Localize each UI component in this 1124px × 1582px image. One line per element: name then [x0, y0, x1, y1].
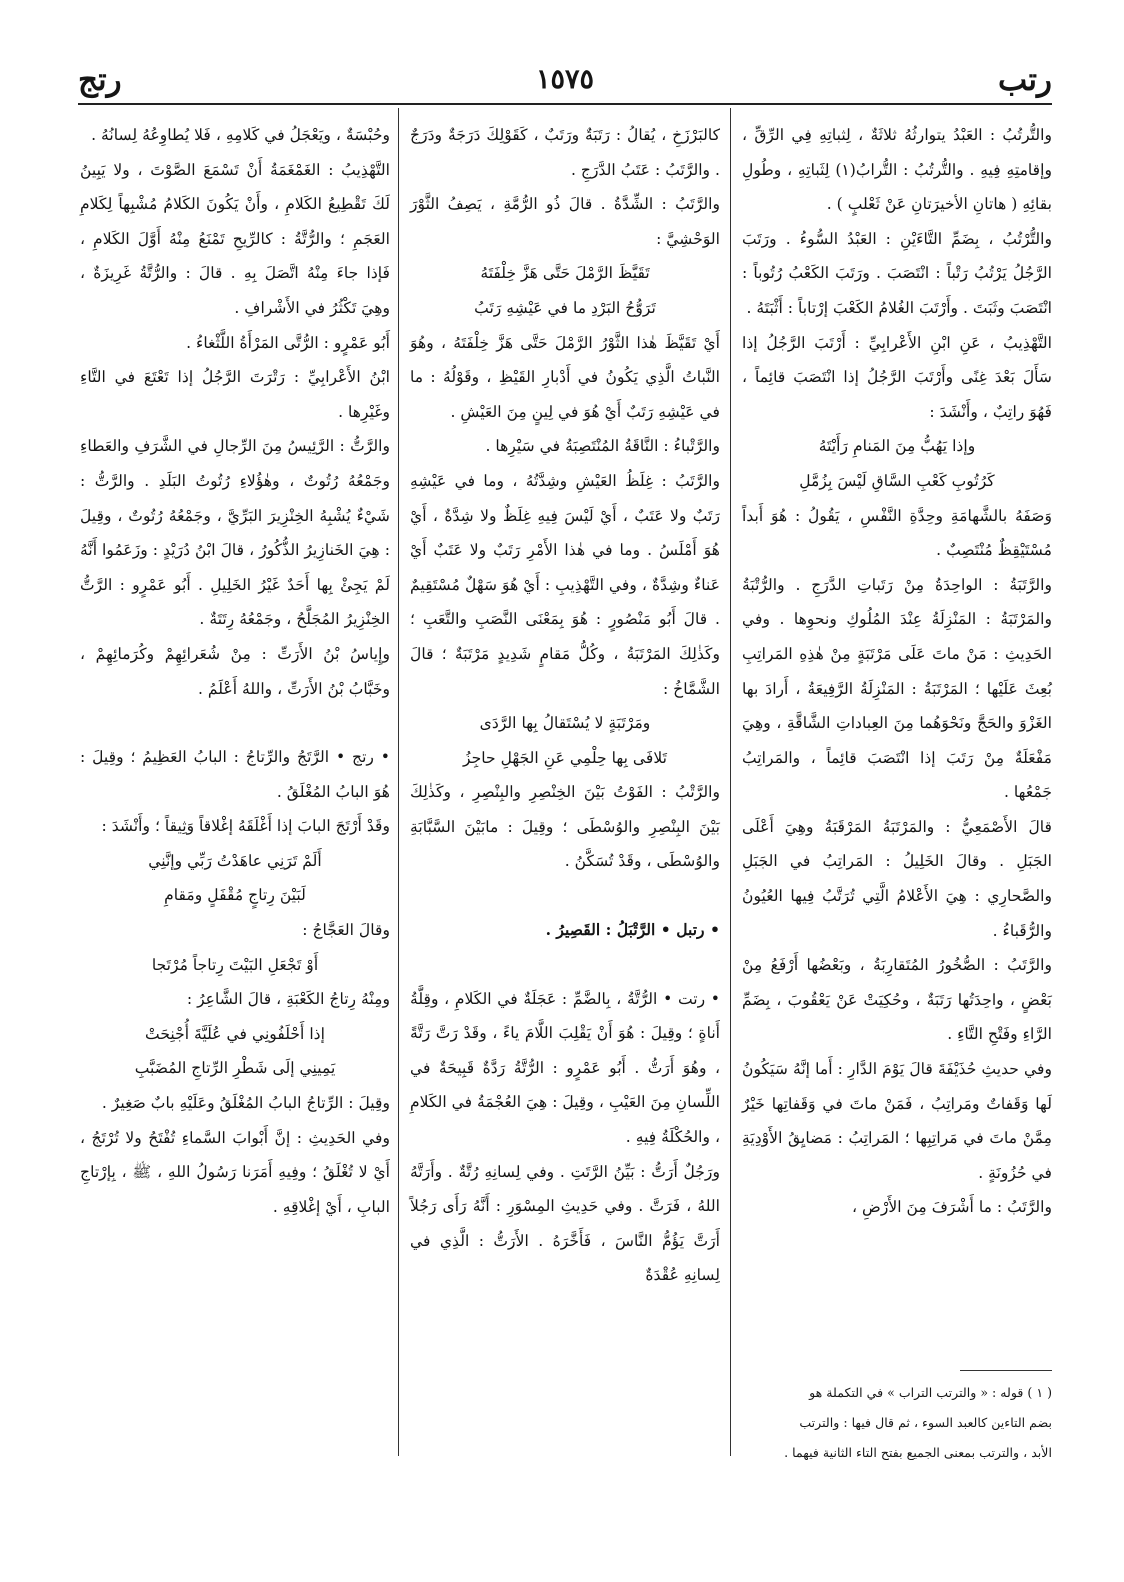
- entry-ratbal: • رتبل • الرَّتْبَلُ : القَصِيرُ .: [545, 920, 720, 940]
- entry-gap: [410, 948, 720, 982]
- paragraph: والرَّتَبُ : الشِّدَّةُ . قالَ ذُو الرُّمَّةِ ، يَصِفُ الثَّوْرَ الوَحْشِيَّ :: [410, 195, 720, 248]
- verse-line: ومَرْتَبَةٍ لا يُسْتَقالُ بِها الرَّدَى: [479, 714, 651, 733]
- paragraph: وقِيلَ : الرِّتاجُ البابُ المُغْلَقُ وعَلَيْهِ بابٌ صَغِيرٌ .: [101, 1094, 390, 1113]
- paragraph: وَصَفَهُ بالشَّهامَةِ وحِدَّةِ النَّفْسِ ، يَقُولُ : هُوَ أَبداً مُسْتَيْقِظٌ مُنْتَصِبٌ .: [742, 506, 1052, 560]
- paragraph: والرَّتَبُ : الصُّخُورُ المُتَقارِبَةُ ، وبَعْضُها أَرْفَعُ مِنْ بَعْضٍ ، واحِدَتُها رَتَبَةٌ ، وحُكِيَتْ عَنْ يَعْقُوبَ ، بِضَمِّ الرَّاءِ وفَتْحِ التَّاءِ .: [742, 956, 1052, 1044]
- column-right: [742, 118, 1052, 1225]
- entry-ratj: • رتج • الرَّتَجُ والرِّتاجُ : البابُ العَظِيمُ ؛ وقِيلَ : هُوَ البابُ المُغْلَقُ .: [80, 748, 390, 801]
- paragraph: أَبُو عَمْرٍو : الرُّتَّى المَرْأَةُ اللَّثْغاءُ .: [186, 333, 390, 352]
- footnote-line: بضم التاءين كالعبد السوء ، ثم قال فيها : والترتب: [799, 1415, 1052, 1430]
- paragraph: أَيْ تَقَيَّظَ هٰذا الثَّوْرُ الرَّمْلَ حَتَّى هَزَّ خِلْفَتَهُ ، وهُوَ النَّباتُ الَّذِي يَكُونُ في أَدْبارِ القَيْظِ ، وقَوْلُهُ : ما في عَيْشِهِ رَتَبٌ أَيْ هُوَ في لِينٍ مِنَ العَيْشِ .: [410, 333, 720, 421]
- paragraph: وقَدْ أَرْتَجَ البابَ إذا أَغْلَقَهُ إغْلاقاً وَثِيقاً ؛ وأَنْشَدَ :: [101, 817, 390, 836]
- verse-line: تَلافَى بِها حِلْمِي عَنِ الجَهْلِ حاجِزُ: [463, 748, 667, 767]
- paragraph: والرَّتَبُ : غِلَظُ العَيْشِ وشِدَّتُهُ ، وما في عَيْشِهِ رَتَبٌ ولا عَتَبٌ ، أَيْ لَيْسَ فِيهِ غِلَظٌ ولا شِدَّةٌ ، أَيْ هُوَ أَمْلَسُ . وما في هٰذا الأَمْرِ رَتَبٌ ولا عَتَبٌ أَيْ عَناءٌ وشِدَّةٌ ، وفي التَّهْذِيبِ : أَيْ هُوَ سَهْلٌ مُسْتَقِيمٌ . قالَ أَبُو مَنْصُورٍ : هُوَ بِمَعْنَى النَّصَبِ والتَّعَبِ ؛ وكَذٰلِكَ المَرْتَبَةُ ، وكُلُّ مَقامٍ شَدِيدٍ مَرْتَبَةٌ ؛ قالَ الشَّمَّاخُ :: [410, 471, 720, 698]
- headword-right: رتب: [997, 62, 1052, 98]
- page-number: ١٥٧٥: [535, 64, 595, 95]
- paragraph: ابْنُ الأَعْرابِيِّ : رَتْرَتَ الرَّجُلُ إذا تَعْتَعَ في التَّاءِ وغَيْرِها .: [80, 368, 390, 421]
- paragraph: وقالَ العَجَّاجُ :: [302, 921, 390, 940]
- paragraph: التَّهْذِيبُ : الغَمْغَمَةُ أَنْ تَسْمَعَ الصَّوْتَ ، ولا يَبِينُ لَكَ تَقْطِيعُ الكَلامِ ، وأَنْ يَكُونَ الكَلامُ مُشْبِهاً لِكَلامِ العَجَمِ ؛ والرُّتَّةُ : كالرِّيحِ تَمْنَعُ مِنْهُ أَوَّلَ الكَلامِ ، فَإذا جاءَ مِنْهُ اتَّصَلَ بِهِ . قالَ : والرُّتَّةُ غَرِيزَةٌ ، وهِيَ تَكْثُرُ في الأَشْرافِ .: [80, 160, 390, 317]
- paragraph: وفي الحَدِيثِ : إنَّ أَبْوابَ السَّماءِ تُفْتَحُ ولا تُرْتَجُ ، أَيْ لا تُغْلَقُ ؛ وفِيهِ أَمَرَنا رَسُولُ اللهِ ، ﷺ ، بِإرْتاجِ البابِ ، أَيْ إغْلاقِهِ .: [80, 1128, 390, 1216]
- verse-line: تَقَيَّظَ الرَّمْلَ حَتَّى هَزَّ خِلْفَتَهُ: [480, 264, 650, 283]
- paragraph: التَّهْذِيبُ ، عَنِ ابْنِ الأَعْرابِيِّ : أَرْتَبَ الرَّجُلُ إذا سَأَلَ بَعْدَ غِنًى وأَرْتَبَ الرَّجُلُ إذا انْتَصَبَ قائِماً ، فَهُوَ راتِبٌ ، وأَنْشَدَ :: [742, 333, 1052, 421]
- footnote-line: ( ١ ) قوله : « والترتب التراب » في التكملة هو: [809, 1385, 1052, 1400]
- paragraph: وحُبْسَةٌ ، ويَعْجَلُ في كَلامِهِ ، فَلا يُطاوِعُهُ لِسانُهُ .: [91, 126, 390, 144]
- paragraph: والرَّتُّ : الرَّئِيسُ مِنَ الرِّجالِ في الشَّرَفِ والعَطاءِ وجَمْعُهُ رُتُوتٌ ، وهٰؤُلاءِ رُتُوتُ البَلَدِ . والرَّتُّ : شَيْءٌ يُشْبِهُ الخِنْزِيرَ البَرِّيَّ ، وجَمْعُهُ رُتُوتٌ ، وقِيلَ : هِيَ الخَنازِيرُ الذُّكُورُ ، قالَ ابْنُ دُرَيْدٍ : وزَعَمُوا أَنَّهُ لَمْ يَجِئْ بِها أَحَدٌ غَيْرُ الخَلِيلِ . أَبُو عَمْرٍو : الرَّتُّ الخِنْزِيرُ المُجَلَّحُ ، وجَمْعُهُ رِتَتَةٌ .: [80, 437, 390, 629]
- column-left: [80, 118, 390, 1224]
- paragraph: والرَّتَبَةُ : الواحِدَةُ مِنْ رَتَباتِ الدَّرَجِ . والرُّتْبَةُ والمَرْتَبَةُ : المَنْزِلَةُ عِنْدَ المُلُوكِ ونحوِها . وفي الحَدِيثِ : مَنْ ماتَ عَلَى مَرْتَبَةٍ مِنْ هٰذِهِ المَراتِبِ بُعِثَ عَلَيْها ؛ المَرْتَبَةُ : المَنْزِلَةُ الرَّفِيعَةُ ، أَرادَ بها الغَزْوَ والحَجَّ ونَحْوَهُما مِنَ العِباداتِ الشَّاقَّةِ ، وهِيَ مَفْعَلَةٌ مِنْ رَتَبَ إذا انْتَصَبَ قائِماً ، والمَراتِبُ جَمْعُها .: [742, 575, 1052, 802]
- column-middle: [410, 118, 720, 1293]
- column-divider: [398, 108, 399, 1456]
- column-divider: [730, 108, 731, 1456]
- verse-line: أَوْ تَجْعَلِ البَيْتَ رِتاجاً مُرْتَجا: [151, 955, 319, 974]
- verse-line: لَبَيْنَ رِتاجٍ مُقْفَلٍ ومَقامِ: [164, 886, 306, 905]
- paragraph: ومِنْهُ رِتاجُ الكَعْبَةِ ، قالَ الشَّاعِرُ :: [186, 990, 390, 1009]
- paragraph: كالبَرْزَخِ ، يُقالُ : رَتَبَةٌ ورَتَبٌ ، كَقَوْلِكَ دَرَجَةٌ ودَرَجٌ . والرَّتَبُ : عَتَبُ الدَّرَجِ .: [410, 126, 720, 179]
- paragraph: وإِياسُ بْنُ الأَرَتِّ : مِنْ شُعَرائِهِمْ وكُرَمائِهِمْ ، وخَبَّابُ بْنُ الأَرَتِّ ، واللهُ أَعْلَمُ .: [80, 644, 390, 698]
- paragraph: والرَّتْباءُ : النَّاقَةُ المُنْتَصِبَةُ في سَيْرِها .: [485, 437, 720, 456]
- verse-line: إذا أَحْلَفُونِي في عُلَيَّةَ أُجْنِحَتْ: [145, 1024, 325, 1043]
- paragraph: والتُّرْتُبُ ، بِضَمِّ التَّاءَيْنِ : العَبْدُ السُّوءُ . ورَتَبَ الرَّجُلُ يَرْتُبُ رَتْباً : انْتَصَبَ . ورَتَبَ الكَعْبُ رُتُوباً : انْتَصَبَ وثَبَتَ . وأَرْتَبَ الغُلامُ الكَعْبَ إرْتاباً : أَثْبَتَهُ .: [742, 229, 1052, 317]
- paragraph: والتُّرتُبُ : العَبْدُ يتوارثُهُ ثلاثَةٌ ، لِثباتِهِ فِي الرِّقِّ ، وإقامتِهِ فِيهِ . والتُّرتُبُ : التُّرابُ(١) لِثَباتِهِ ، وطُولِ بقائِهِ ( هاتانِ الأخيرَتانِ عَنْ ثَعْلبٍ ) .: [742, 126, 1052, 214]
- footnote: [742, 1378, 1052, 1468]
- verse-line: وإذا يَهُبُّ مِنَ المَنامِ رَأَيْتَهُ: [818, 437, 976, 456]
- paragraph: والرَّتَبُ : ما أَشْرَفَ مِنَ الأَرْضِ ،: [851, 1198, 1052, 1217]
- verse-line: تَرَوُّحُ البَرْدِ ما في عَيْشِهِ رَتَبُ: [474, 298, 656, 317]
- verse-line: كَرُتُوبِ كَعْبِ السَّاقِ لَيْسَ بِزُمَّلِ: [799, 471, 995, 490]
- verse-line: أَلَمْ تَرَنِي عاهَدْتُ رَبِّي وإنَّنِي: [148, 851, 322, 870]
- paragraph: ورَجُلٌ أَرَتُّ : بَيِّنُ الرَّتَتِ . وفي لِسانِهِ رُتَّةٌ . وأَرَتَّهُ اللهُ ، فَرَتَّ . وفي حَدِيثِ المِسْوَرِ : أَنَّهُ رَأَى رَجُلاً أَرَتَّ يَؤُمُّ النَّاسَ ، فَأَخَّرَهُ . الأَرَتُّ : الَّذِي في لِسانِهِ عُقْدَةٌ: [410, 1162, 720, 1285]
- page-header: [78, 58, 1052, 104]
- footnote-rule: [960, 1370, 1052, 1371]
- verse-line: يَمِينِي إلَى شَطْرِ الرِّتاجِ المُضَبَّبِ: [134, 1059, 336, 1078]
- entry-ratat: • رتت • الرُّتَّةُ ، بِالضَّمِّ : عَجَلَةٌ في الكَلامِ ، وقِلَّةُ أَناةٍ ؛ وقِيلَ : هُوَ أَنْ يَقْلِبَ اللَّامَ ياءً ، وقَدْ رَتَّ رَتَّةً ، وهُوَ أَرَتُّ . أَبُو عَمْرٍو : الرُّتَّةُ رَدَّةٌ قَبِيحَةٌ في اللِّسانِ مِنَ العَيْبِ ، وقِيلَ : هِيَ العُجْمَةُ في الكَلامِ ، والحُكْلَةُ فِيهِ .: [410, 989, 720, 1147]
- footnote-line: الأبد ، والترتب بمعنى الجميع بفتح التاء الثانية فيهما .: [784, 1445, 1052, 1460]
- headword-left: رتج: [78, 62, 122, 98]
- paragraph: والرَّتْبُ : الفَوْتُ بَيْنَ الخِنْصِرِ والبِنْصِرِ ، وكَذٰلِكَ بَيْنَ البِنْصِرِ والوُسْطَى ؛ وقِيلَ : مابَيْنَ السَّبَّابَةِ والوُسْطَى ، وقَدْ تُسَكَّنُ .: [410, 783, 720, 871]
- paragraph: وفي حديثِ حُذَيْفَةَ قالَ يَوْمَ الدَّارِ : أَما إنَّهُ سَيَكُونُ لَها وَقَفاتٌ ومَراتِبُ ، فَمَنْ ماتَ في وَقَفاتِها خَيْرٌ مِمَّنْ ماتَ في مَراتِبِها ؛ المَراتِبُ : مَضايِقُ الأَوْدِيَةِ في حُزُونَةٍ .: [742, 1060, 1052, 1182]
- entry-gap: [410, 879, 720, 913]
- header-rule: [78, 103, 1052, 105]
- entry-gap: [80, 706, 390, 740]
- paragraph: قالَ الأَصْمَعِيُّ : والمَرْتَبَةُ المَرْقَبَةُ وهِيَ أَعْلَى الجَبَلِ . وقالَ الخَلِيلُ : المَراتِبُ في الجَبَلِ والصَّحارِي : هِيَ الأَعْلامُ الَّتِي تُرَتَّبُ فِيها العُيُونُ والرُّقَباءُ .: [742, 817, 1052, 940]
